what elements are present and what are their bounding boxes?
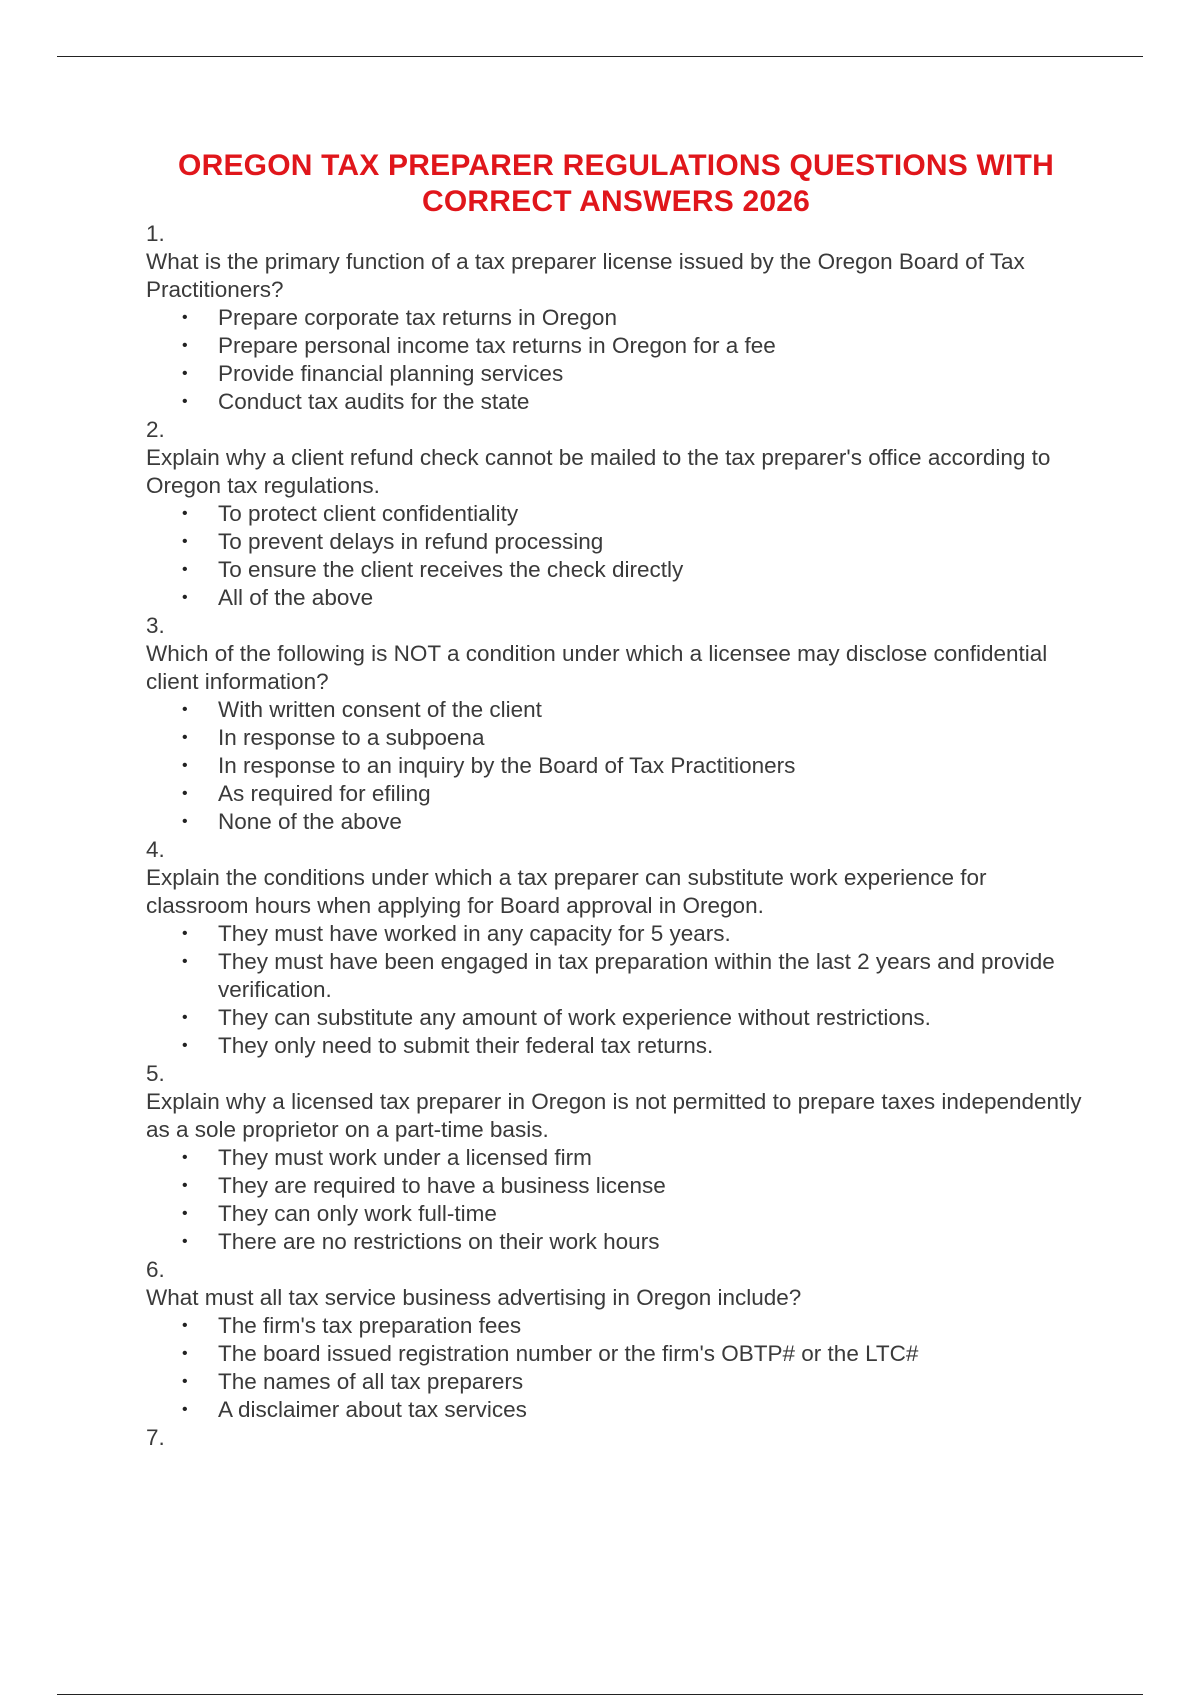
question-6	[146, 1256, 1086, 1424]
answer-option: • All of the above	[218, 584, 1086, 612]
answer-option: • A disclaimer about tax services	[218, 1396, 1086, 1424]
question-number: 6.	[146, 1257, 165, 1282]
answer-options	[146, 1144, 1086, 1256]
answer-option: • In response to a subpoena	[218, 724, 1086, 752]
question-text: Explain why a licensed tax preparer in Oregon is not permitted to prepare taxes independently as a sole proprietor on a part-time basis.	[146, 1089, 1082, 1142]
question-text: What must all tax service business advertising in Oregon include?	[146, 1285, 802, 1310]
answer-option: • They only need to submit their federal tax returns.	[218, 1032, 1086, 1060]
answer-option: • Prepare personal income tax returns in Oregon for a fee	[218, 332, 1086, 360]
answer-option: • They are required to have a business license	[218, 1172, 1086, 1200]
question-2	[146, 416, 1086, 612]
question-text: Explain the conditions under which a tax preparer can substitute work experience for classroom hours when applying for Board approval in Oregon.	[146, 865, 987, 918]
top-rule	[57, 56, 1143, 57]
answer-option: • The names of all tax preparers	[218, 1368, 1086, 1396]
question-1	[146, 220, 1086, 416]
answer-option: • In response to an inquiry by the Board of Tax Practitioners	[218, 752, 1086, 780]
answer-options	[146, 500, 1086, 612]
answer-option: • They must work under a licensed firm	[218, 1144, 1086, 1172]
question-text: What is the primary function of a tax preparer license issued by the Oregon Board of Tax Practitioners?	[146, 249, 1025, 302]
document-body	[146, 148, 1086, 1452]
answer-option: • To protect client confidentiality	[218, 500, 1086, 528]
answer-option: • To ensure the client receives the check directly	[218, 556, 1086, 584]
answer-options	[146, 696, 1086, 836]
bottom-rule	[57, 1694, 1143, 1695]
answer-option: • Conduct tax audits for the state	[218, 388, 1086, 416]
answer-option: • Provide financial planning services	[218, 360, 1086, 388]
answer-options	[146, 920, 1086, 1060]
question-3	[146, 612, 1086, 836]
question-number: 2.	[146, 417, 165, 442]
answer-option: • As required for efiling	[218, 780, 1086, 808]
answer-option: • They can substitute any amount of work experience without restrictions.	[218, 1004, 1086, 1032]
answer-option: • They can only work full-time	[218, 1200, 1086, 1228]
question-number: 7.	[146, 1425, 165, 1450]
answer-option: • With written consent of the client	[218, 696, 1086, 724]
answer-option: • None of the above	[218, 808, 1086, 836]
answer-option: • There are no restrictions on their work hours	[218, 1228, 1086, 1256]
answer-option: • Prepare corporate tax returns in Oregon	[218, 304, 1086, 332]
answer-options	[146, 304, 1086, 416]
question-number: 5.	[146, 1061, 165, 1086]
answer-option: • They must have been engaged in tax preparation within the last 2 years and provide verification.	[218, 948, 1086, 1004]
answer-option: • To prevent delays in refund processing	[218, 528, 1086, 556]
question-4	[146, 836, 1086, 1060]
document-title: OREGON TAX PREPARER REGULATIONS QUESTIONS WITH CORRECT ANSWERS 2026	[178, 149, 1054, 218]
answer-option: • They must have worked in any capacity for 5 years.	[218, 920, 1086, 948]
question-text: Which of the following is NOT a condition under which a licensee may disclose confidential client information?	[146, 641, 1048, 694]
question-number: 1.	[146, 221, 165, 246]
question-number: 3.	[146, 613, 165, 638]
question-7	[146, 1424, 1086, 1452]
question-list	[146, 220, 1086, 1452]
question-number: 4.	[146, 837, 165, 862]
answer-option: • The firm's tax preparation fees	[218, 1312, 1086, 1340]
question-text: Explain why a client refund check cannot be mailed to the tax preparer's office according to Oregon tax regulations.	[146, 445, 1051, 498]
answer-options	[146, 1312, 1086, 1424]
question-5	[146, 1060, 1086, 1256]
answer-option: • The board issued registration number or the firm's OBTP# or the LTC#	[218, 1340, 1086, 1368]
